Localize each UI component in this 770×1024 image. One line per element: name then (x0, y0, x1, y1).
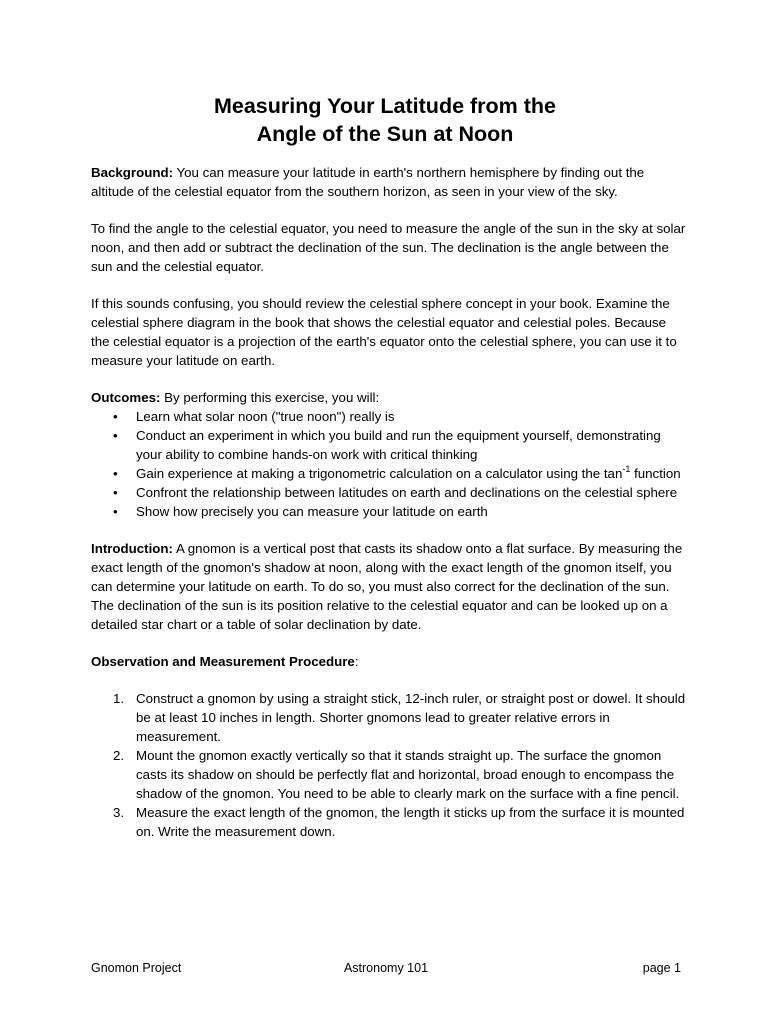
title-line-1: Measuring Your Latitude from the (213, 94, 557, 118)
procedure-steps (91, 689, 686, 841)
document-body (91, 163, 686, 841)
footer-page-number: page 1 (642, 961, 681, 975)
procedure-heading (91, 652, 686, 671)
introduction-paragraph (91, 539, 686, 634)
outcomes-section (91, 388, 686, 521)
outcome-text: Confront the relationship between latitudes on earth and declinations on the celestial sphere (136, 485, 678, 500)
paragraph-celestial-sphere: If this sounds confusing, you should review the celestial sphere concept in your book. Examine the celestial sphere diagram in the book that shows the celestial equator and celestial poles. Because the celestial equator is a projection of the earth's equator onto the celestial sphere, you can use it to measure your latitude on earth. (91, 296, 677, 368)
bullet-icon: • (113, 466, 118, 481)
step-text: Mount the gnomon exactly vertically so that it stands straight up. The surface the gnomon casts its shadow on should be perfectly flat and horizontal, broad enough to encompass the shadow of the gnomon. You need to be able to clearly mark on the surface with a fine pencil. (136, 748, 680, 801)
list-item (91, 689, 686, 746)
list-item (91, 407, 686, 426)
outcomes-label: Outcomes: (91, 390, 161, 405)
bullet-icon: • (113, 428, 118, 443)
introduction-label: Introduction: (91, 541, 173, 556)
outcomes-intro-text: By performing this exercise, you will: (160, 390, 380, 405)
title-line-2: Angle of the Sun at Noon (256, 122, 514, 146)
bullet-icon: • (113, 485, 118, 500)
footer-project: Gnomon Project (91, 961, 182, 975)
introduction-text: A gnomon is a vertical post that casts its shadow onto a flat surface. By measuring the exact length of the gnomon's shadow at noon, along with the exact length of the gnomon itself, you can determine your latitude on earth. To do so, you must also correct for the declination of the sun. The declination of the sun is its position relative to the celestial equator and can be looked up on a detailed star chart or a table of solar declination by date. (91, 541, 683, 632)
outcome-text: Gain experience at making a trigonometric calculation on a calculator using the tan (136, 466, 623, 481)
background-label: Background: (91, 165, 174, 180)
procedure-heading-colon: : (354, 654, 359, 669)
outcome-text-tail: function (630, 466, 681, 481)
page-title (0, 92, 770, 148)
step-text: Construct a gnomon by using a straight stick, 12-inch ruler, or straight post or dowel. It should be at least 10 inches in length. Shorter gnomons lead to greater relative errors in measurement. (136, 691, 686, 744)
list-item (91, 464, 686, 483)
list-item (91, 502, 686, 521)
outcome-text: Show how precisely you can measure your latitude on earth (136, 504, 488, 519)
step-number: 3. (113, 805, 125, 820)
list-item (91, 746, 686, 803)
step-text: Measure the exact length of the gnomon, the length it sticks up from the surface it is mounted on. Write the measurement down. (136, 805, 685, 839)
list-item (91, 803, 686, 841)
background-paragraph (91, 163, 686, 201)
outcomes-list (91, 407, 686, 521)
procedure-heading-text: Observation and Measurement Procedure (91, 654, 355, 669)
paragraph-celestial-equator: To find the angle to the celestial equator, you need to measure the angle of the sun in the sky at solar noon, and then add or subtract the declination of the sun. The declination is the angle between the sun and the celestial equator. (91, 221, 686, 274)
list-item (91, 426, 686, 464)
bullet-icon: • (113, 504, 118, 519)
outcome-text: Learn what solar noon ("true noon") really is (136, 409, 395, 424)
superscript: -1 (622, 463, 631, 474)
footer-course: Astronomy 101 (343, 961, 429, 975)
page-footer (91, 961, 681, 980)
list-item (91, 483, 686, 502)
bullet-icon: • (113, 409, 118, 424)
step-number: 1. (113, 691, 125, 706)
step-number: 2. (113, 748, 125, 763)
background-text: You can measure your latitude in earth's northern hemisphere by finding out the altitude of the celestial equator from the southern horizon, as seen in your view of the sky. (91, 165, 645, 199)
outcome-text: Conduct an experiment in which you build and run the equipment yourself, demonstrating your ability to combine hands-on work with critical thinking (136, 428, 661, 462)
outcomes-intro (91, 388, 686, 407)
